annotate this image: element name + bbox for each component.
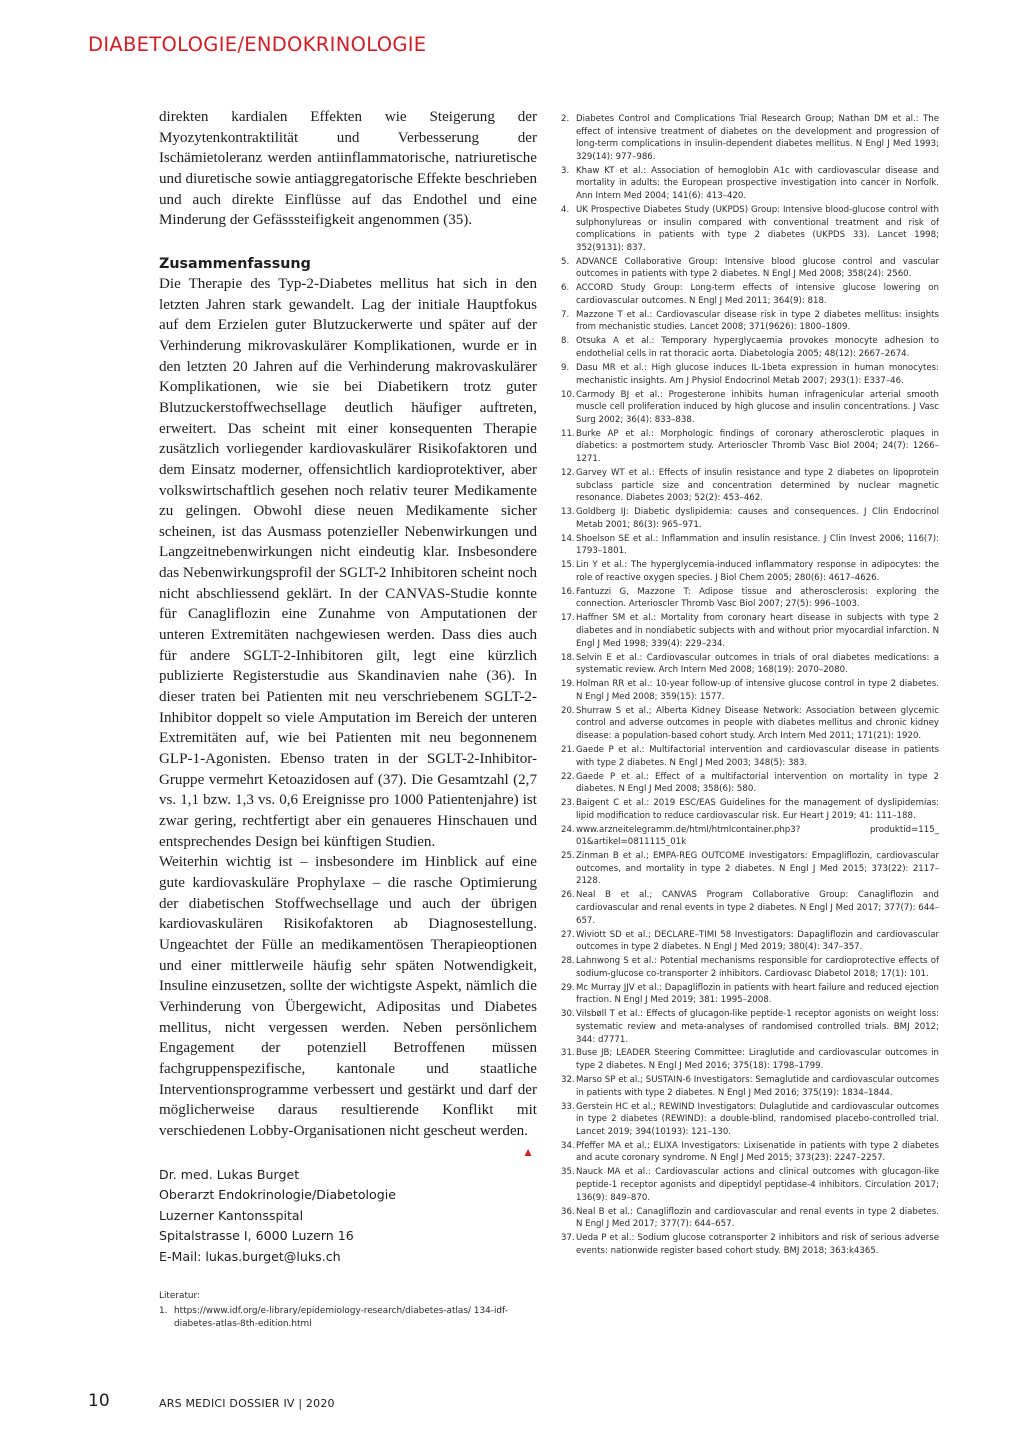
reference-number: 16. (561, 586, 575, 597)
summary-paragraph-1: Die Therapie des Typ-2-Diabetes mellitus hat sich in den letzten Jahren stark gewandelt. Lag der initiale Hauptfokus auf dem Erzielen guter Blutzuckerwerte und später auf der Verhinderung mikrovaskulärer Komplikationen, wurde er in den letzten 20 Jahren auf die Verhinderung makrovaskulärer Komplikationen, wie sie bei Diabetikern trotz guter Blutzuckerstoffwechsellage deutlich häufiger auftreten, erweitert. Das scheint mit einer konsequenten Therapie zusätzlich vorliegender kardiovaskulärer Risikofaktoren und dem Einsatz moderner, offensichtlich kardioprotektiver, aber volkswirtschaftlich gesehen noch relativ teurer Medikamente zu gelingen. Obwohl diese neuen Medikamente sicher scheinen, ist das Ausmass potenzieller Nebenwirkungen und Langzeitnebenwirkungen nicht eindeutig klar. Insbesondere das Nebenwirkungsprofil der SGLT-2 Inhibitoren scheint noch nicht abschliessend geklärt. In der CANVAS-Studie konnte für Canagliflozin eine Zunahme von Amputationen der unteren Extremitäten nachgewiesen werden. Dass dies auch für andere SGLT-2-Inhibitoren gilt, legt eine kürzlich publizierte Registerstudie aus Skandinavien nahe (36). In dieser traten bei Patienten mit neu verschriebenem SGLT-2-Inhibitor doppelt so viele Amputation im Bereich der unteren Extremitäten auf, wie bei Patienten mit neu begonnenem GLP-1-Agonisten. Ebenso traten in der SGLT-2-Inhibitor-Gruppe vermehrt Ketoazidosen auf (37). Die Gesamtzahl (2,7 vs. 1,1 bzw. 1,3 vs. 0,6 Ereignisse pro 1000 Patientenjahre) ist zwar gering, rechtfertigt aber ein genaueres Hinschauen und entsprechendes Design bei künftigen Studien. (159, 275, 537, 850)
reference-number: 20. (561, 705, 575, 716)
literature-item-number: 1. (159, 1306, 168, 1317)
reference-text: Holman RR et al.: 10-year follow-up of intensive glucose control in type 2 diabetes. N Engl J Med 2008; 359(15): 1577. (576, 679, 939, 702)
reference-item (561, 744, 939, 769)
reference-number: 29. (561, 982, 575, 993)
reference-number: 13. (561, 507, 575, 518)
reference-text: Buse JB; LEADER Steering Committee: Liraglutide and cardiovascular outcomes in type 2 diabetes. N Engl J Med 2016; 375(18): 1798–1799. (576, 1048, 939, 1072)
reference-number: 21. (561, 744, 575, 755)
reference-item (561, 797, 939, 822)
reference-text: ADVANCE Collaborative Group: Intensive blood glucose control and vascular outcomes in patients with type 2 diabetes. N Engl J Med 2008; 358(24): 2560. (576, 256, 939, 280)
reference-item (561, 204, 939, 254)
reference-number: 5. (561, 256, 570, 267)
reference-number: 9. (561, 363, 570, 374)
reference-text: Zinman B et al.; EMPA-REG OUTCOME Investigators: Empagliflozin, cardiovascular outcomes, and mortality in type 2 diabetes. N Engl J Med 2015; 373(22): 2117–2128. (576, 851, 939, 887)
reference-item (561, 428, 939, 466)
reference-number: 17. (561, 613, 575, 624)
reference-number: 15. (561, 560, 575, 571)
reference-item (561, 612, 939, 650)
literature-item-link[interactable]: https://www.idf.org/e-library/epidemiology-research/diabetes-atlas/ 134-idf-diabetes-atlas-8th-edition.html (174, 1306, 508, 1330)
reference-number: 3. (561, 165, 570, 176)
reference-text: Shoelson SE et al.: Inflammation and insulin resistance. J Clin Invest 2006; 116(7): 1793–1801. (576, 533, 939, 557)
reference-item (561, 467, 939, 505)
reference-item (561, 309, 939, 334)
reference-text: Marso SP et al.; SUSTAIN-6 Investigators: Semaglutide and cardiovascular outcomes in patients with type 2 diabetes. N Engl J Med 2016; 375(19): 1834–1844. (576, 1075, 939, 1098)
summary-heading: Zusammenfassung (159, 255, 311, 272)
reference-item (561, 165, 939, 203)
reference-item (561, 824, 939, 849)
reference-number: 36. (561, 1206, 575, 1217)
reference-text: www.arzneitelegramm.de/html/htmlcontainer.php3? produktid=115_ 01&artikel=0811115_01k (576, 824, 939, 848)
reference-number: 4. (561, 204, 570, 215)
reference-item (561, 705, 939, 743)
reference-text: Baigent C et al.: 2019 ESC/EAS Guidelines for the management of dyslipidemias: lipid modification to reduce cardiovascular risk. Eur Heart J 2019; 41: 111–188. (576, 798, 939, 821)
reference-item (561, 335, 939, 360)
reference-number: 24. (561, 824, 575, 835)
reference-number: 22. (561, 771, 575, 782)
page-number: 10 (88, 1391, 110, 1411)
literature-item (159, 1305, 537, 1331)
reference-number: 33. (561, 1101, 575, 1112)
reference-text: Neal B et al.: Canagliflozin and cardiovascular and renal events in type 2 diabetes. N Engl J Med 2017; 377(7): 644–657. (576, 1206, 939, 1230)
author-block (159, 1165, 537, 1268)
reference-text: Carmody BJ et al.: Progesterone inhibits human infragenicular arterial smooth muscle cell proliferation induced by high glucose and insulin concentrations. J Vasc Surg 2002; 36(4): 833–838. (576, 389, 939, 425)
reference-number: 11. (561, 428, 575, 439)
reference-item (561, 1074, 939, 1099)
reference-number: 18. (561, 652, 575, 663)
author-address: Spitalstrasse I, 6000 Luzern 16 (159, 1228, 354, 1244)
reference-number: 25. (561, 851, 575, 862)
reference-text: Mazzone T et al.: Cardiovascular disease risk in type 2 diabetes mellitus: insights from mechanistic studies. Lancet 2008; 371(9626): 1800–1809. (576, 309, 939, 333)
reference-text: Vilsbøll T et al.: Effects of glucagon-like peptide-1 receptor agonists on weight loss: systematic review and meta-analyses of randomised controlled trials. BMJ 2012; 344: d7771. (576, 1009, 939, 1045)
reference-number: 8. (561, 336, 570, 347)
reference-item (561, 1101, 939, 1139)
reference-text: Goldberg IJ: Diabetic dyslipidemia: causes and consequences. J Clin Endocrinol Metab 2001; 86(3): 965–971. (576, 507, 939, 530)
reference-text: Wiviott SD et al.; DECLARE–TIMI 58 Investigators: Dapagliflozin and cardiovascular outcomes in type 2 diabetes. N Engl J Med 2019; 380(4): 347–357. (576, 929, 939, 953)
reference-item (561, 1232, 939, 1257)
reference-number: 26. (561, 890, 575, 901)
reference-number: 23. (561, 798, 575, 809)
reference-item (561, 955, 939, 980)
reference-text: Diabetes Control and Complications Trial Research Group; Nathan DM et al.: The effect of intensive treatment of diabetes on the development and progression of long-term complications in insulin-dependent diabetes mellitus. N Engl J Med 1993; 329(14): 977–986. (576, 114, 939, 162)
reference-item (561, 1140, 939, 1165)
reference-item (561, 282, 939, 307)
reference-text: Ueda P et al.: Sodium glucose cotransporter 2 inhibitors and risk of serious adverse events: nationwide register based cohort study. BMJ 2018; 363:k4365. (576, 1233, 939, 1256)
reference-number: 14. (561, 533, 575, 544)
reference-number: 19. (561, 679, 575, 690)
reference-text: Fantuzzi G, Mazzone T: Adipose tissue and atherosclerosis: exploring the connection. Arterioscler Thromb Vasc Biol 2007; 27(5): 996–1003. (576, 586, 939, 610)
reference-number: 6. (561, 283, 570, 294)
reference-text: Lahnwong S et al.: Potential mechanisms responsible for cardioprotective effects of sodium-glucose co-transporter 2 inhibitors. Cardiovasc Diabetol 2018; 17(1): 101. (576, 956, 939, 979)
reference-number: 28. (561, 956, 575, 967)
reference-item (561, 362, 939, 387)
intro-paragraph: direkten kardialen Effekten wie Steigerung der Myozytenkontraktilität und Verbesserung der Ischämietoleranz werden antiinflammatorische, natriuretische und diuretische sowie antiaggregatorische Effekte beschrieben und auch direkte Einflüsse auf das Endothel und eine Minderung der Gefässsteifigkeit angenommen (35). (159, 109, 537, 229)
literature-block (159, 1290, 537, 1331)
reference-text: UK Prospective Diabetes Study (UKPDS) Group: Intensive blood-glucose control with sulphonylureas or insulin compared with conventional treatment and risk of complications in patients with type 2 diabetes (UKPDS 33). Lancet 1998; 352(9131): 837. (576, 204, 939, 253)
reference-text: Mc Murray JJV et al.: Dapagliflozin in patients with heart failure and reduced ejection fraction. N Engl J Med 2019; 381: 1995–2008. (576, 982, 940, 1006)
author-institution: Luzerner Kantonsspital (159, 1207, 304, 1223)
reference-item (561, 889, 939, 927)
reference-text: ACCORD Study Group: Long-term effects of intensive glucose lowering on cardiovascular outcomes. N Engl J Med 2011; 364(9): 818. (576, 283, 939, 306)
section-header: DIABETOLOGIE/ENDOKRINOLOGIE (88, 33, 427, 56)
reference-text: Shurraw S et al.; Alberta Kidney Disease Network: Association between glycemic control and adverse outcomes in people with diabetes mellitus and chronic kidney disease: a population-based cohort study. Arch Intern Med 2011; 171(21): 1920. (576, 705, 939, 741)
reference-number: 27. (561, 929, 575, 940)
reference-item (561, 982, 939, 1007)
reference-item (561, 1166, 939, 1204)
reference-item (561, 850, 939, 888)
literature-label: Literatur: (159, 1291, 201, 1302)
author-email[interactable]: E-Mail: lukas.burget@luks.ch (159, 1248, 341, 1264)
main-column (159, 107, 537, 1331)
reference-text: Otsuka A et al.: Temporary hyperglycaemia provokes monocyte adhesion to endothelial cells in rat thoracic aorta. Diabetologia 2005; 48(12): 2667–2674. (576, 336, 939, 360)
reference-text: Burke AP et al.: Morphologic findings of coronary atherosclerotic plaques in diabetics: a postmortem study. Arterioscler Thromb Vasc Biol 2004; 24(7): 1266–1271. (576, 428, 939, 464)
reference-text: Gaede P et al.: Multifactorial intervention and cardiovascular disease in patients with type 2 diabetes. N Engl J Med 2003; 348(5): 383. (576, 744, 939, 768)
reference-item (561, 1008, 939, 1046)
reference-item (561, 113, 939, 163)
reference-list (561, 113, 939, 1259)
reference-item (561, 389, 939, 427)
reference-number: 30. (561, 1009, 575, 1020)
reference-number: 12. (561, 467, 575, 478)
reference-text: Selvin E et al.: Cardiovascular outcomes in trials of oral diabetes medications: a systematic review. Arch Intern Med 2008; 168(19): 2070–2080. (576, 652, 939, 676)
author-name: Dr. med. Lukas Burget (159, 1166, 300, 1182)
reference-item (561, 559, 939, 584)
author-position: Oberarzt Endokrinologie/Diabetologie (159, 1187, 397, 1203)
reference-item (561, 1206, 939, 1231)
reference-item (561, 256, 939, 281)
reference-number: 10. (561, 389, 575, 400)
reference-number: 35. (561, 1167, 575, 1178)
reference-item (561, 771, 939, 796)
reference-number: 34. (561, 1140, 575, 1151)
reference-text: Pfeffer MA et al.; ELIXA Investigators: Lixisenatide in patients with type 2 diabetes and acute coronary syndrome. N Engl J Med 2015; 373(23): 2247–2257. (576, 1140, 939, 1164)
reference-text: Gaede P et al.: Effect of a multifactorial intervention on mortality in type 2 diabetes. N Engl J Med 2008; 358(6): 580. (576, 771, 939, 795)
reference-number: 37. (561, 1233, 575, 1244)
reference-text: Khaw KT et al.: Association of hemoglobin A1c with cardiovascular disease and mortality in adults: the European prospective investigation into cancer in Norfolk. Ann Intern Med 2004; 141(6): 413–420. (576, 165, 939, 201)
reference-item (561, 1047, 939, 1072)
journal-footer: ARS MEDICI DOSSIER IV | 2020 (159, 1397, 335, 1410)
reference-number: 2. (561, 114, 570, 124)
reference-item (561, 652, 939, 677)
reference-item (561, 533, 939, 558)
reference-item (561, 586, 939, 611)
reference-text: Lin Y et al.: The hyperglycemia-induced inflammatory response in adipocytes: the role of reactive oxygen species. J Biol Chem 2005; 280(6): 4617–4626. (576, 560, 939, 583)
reference-number: 32. (561, 1075, 575, 1086)
reference-text: Nauck MA et al.: Cardiovascular actions and clinical outcomes with glucagon-like peptide-1 receptor agonists and dipeptidyl peptidase-4 inhibitors. Circulation 2017; 136(9): 849–870. (576, 1167, 939, 1203)
reference-text: Dasu MR et al.: High glucose induces IL-1beta expression in human monocytes: mechanistic insights. Am J Physiol Endocrinol Metab 2007; 293(1): E337–46. (576, 363, 939, 386)
reference-number: 31. (561, 1048, 575, 1059)
reference-text: Gerstein HC et al.; REWIND Investigators: Dulaglutide and cardiovascular outcomes in type 2 diabetes (REWIND): a double-blind, randomised placebo-controlled trial. Lancet 2019; 394(10193): 121–130. (576, 1101, 939, 1137)
reference-number: 7. (561, 309, 570, 320)
summary-paragraph-2-text: Weiterhin wichtig ist – insbesondere im Hinblick auf eine gute kardiovaskuläre Prophylaxe – die rasche Optimierung der diabetischen Stoffwechsellage und auch der übrigen kardiovaskulären Risikofaktoren ab Diagnosestellung. Ungeachtet der Fülle an medikamentösen Therapieoptionen und einer mittlerweile häufig sehr späten Notwendigkeit, Insuline einzusetzen, sollte der wichtigste Aspekt, nämlich die Verhinderung von Übergewicht, Adipositas und Diabetes mellitus, nicht vergessen werden. Neben persönlichem Engagement der potenziell Betroffenen müssen fachgruppenspezifische, kantonale und staatliche Interventionsprogramme verbessert und gestärkt und darf der möglicherweise daraus resultierende Konflikt mit verschiedenen Lobby-Organisationen nicht gescheut werden. (159, 854, 537, 1139)
reference-item (561, 929, 939, 954)
reference-item (561, 506, 939, 531)
reference-text: Garvey WT et al.: Effects of insulin resistance and type 2 diabetes on lipoprotein subclass particle size and concentration determined by nuclear magnetic resonance. Diabetes 2003; 52(2): 453–462. (576, 467, 939, 504)
reference-text: Neal B et al.; CANVAS Program Collaborative Group: Canagliflozin and cardiovascular and renal events in type 2 diabetes. N Engl J Med 2017; 377(7): 644–657. (576, 890, 939, 926)
summary-paragraph-2 (159, 852, 537, 1159)
reference-item (561, 678, 939, 703)
end-triangle-icon: ▲ (522, 1144, 534, 1159)
reference-text: Haffner SM et al.: Mortality from coronary heart disease in subjects with type 2 diabetes and in nondiabetic subjects with and without prior myocardial infarction. N Engl J Med 1998; 339(4): 229–234. (576, 613, 939, 649)
